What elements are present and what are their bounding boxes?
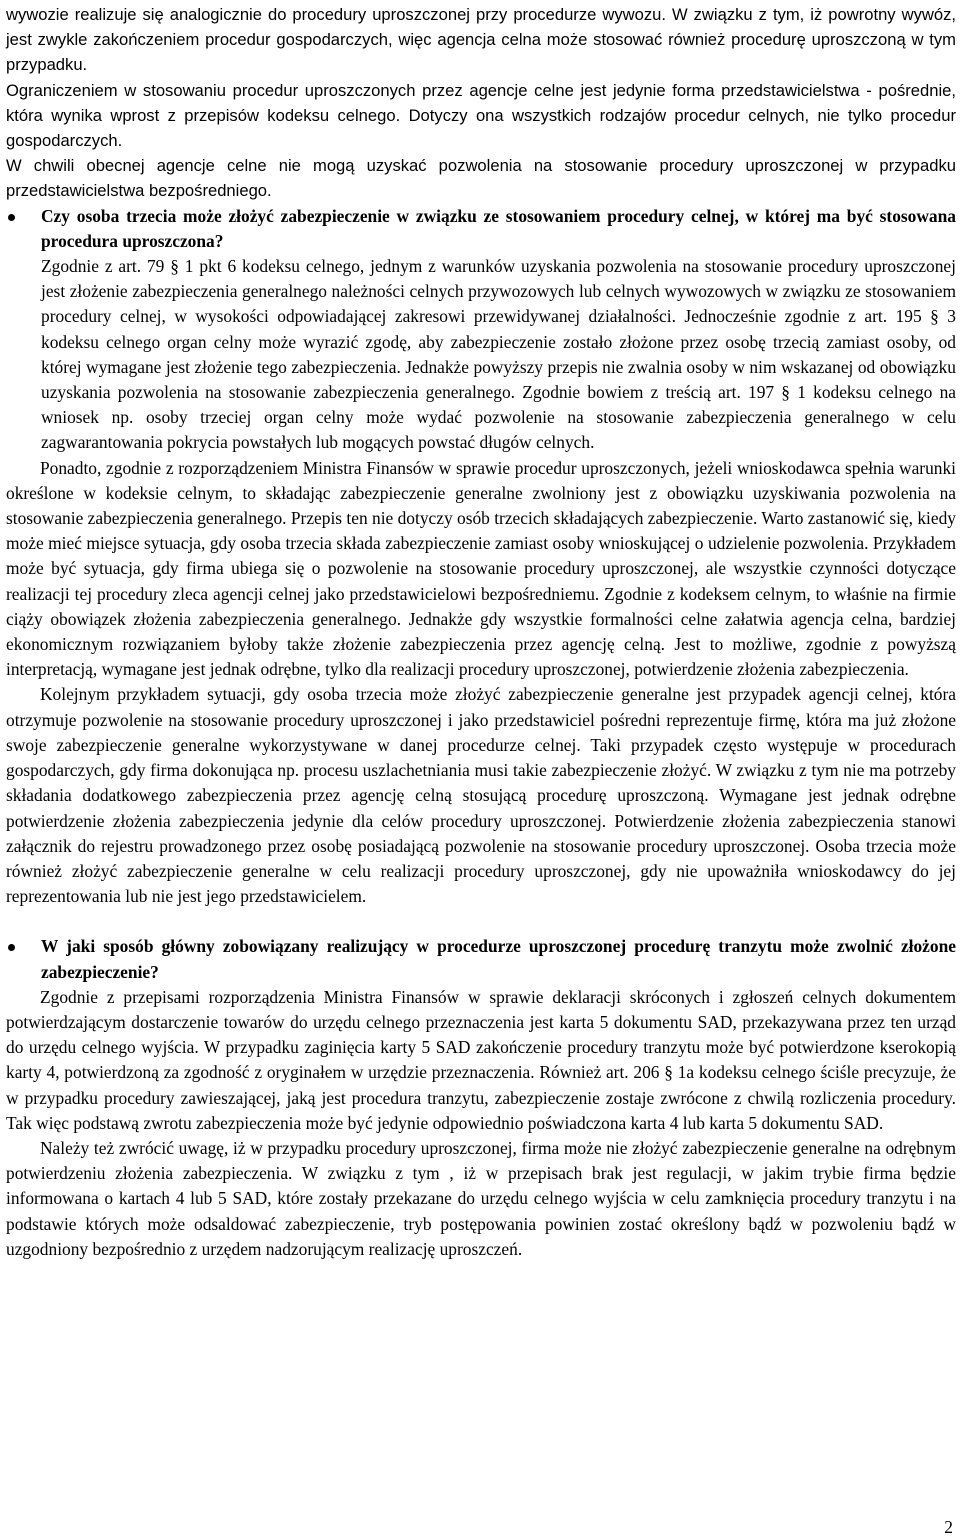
question-release-security xyxy=(6,934,956,984)
answer-paragraph: Należy też zwrócić uwagę, iż w przypadku procedury uproszczonej, firma może nie złożyć zabezpieczenie generalne na odrębnym potwierdzeniu złożenia zabezpieczenia. W związku z tym , iż w przepisach brak jest regulacji, w jakim trybie firma będzie informowana o kartach 4 lub 5 SAD, które zostały przekazane do urzędu celnego wyjścia w celu zamknięcia procedury tranzytu i na podstawie których może odsaldować zabezpieczenie, tryb postępowania powinien zostać określony bądź w pozwoleniu bądź w uzgodniony bezpośrednio z urzędem nadzorującym realizację uproszczeń. xyxy=(6,1137,956,1259)
paragraph-limitation: Ograniczeniem w stosowaniu procedur uproszczonych przez agencje celne jest jedynie forma przedstawicielstwa - pośrednie, która wynika wprost z przepisów kodeksu celnego. Dotyczy ona wszystkich rodzajów procedur celnych, nie tylko procedur gospodarczych. xyxy=(6,80,956,151)
question-heading: Czy osoba trzecia może złożyć zabezpieczenie w związku ze stosowaniem procedury celnej, w której ma być stosowana procedura uproszczona? xyxy=(41,205,956,251)
question-heading: W jaki sposób główny zobowiązany realizujący w procedurze uproszczonej procedurę tranzytu może zwolnić złożone zabezpieczenie? xyxy=(41,936,956,982)
paragraph-continuation: wywozie realizuje się analogicznie do procedury uproszczonej przy procedurze wywozu. W związku z tym, iż powrotny wywóz, jest zwykle zakończeniem procedur gospodarczych, więc agencja celna może stosować również procedurę uproszczoną w tym przypadku. xyxy=(6,5,956,75)
answer-paragraph: Zgodnie z przepisami rozporządzenia Ministra Finansów w sprawie deklaracji skróconych i zgłoszeń celnych dokumentem potwierdzającym dostarczenie towarów do urzędu celnego przeznaczenia jest karta 5 dokumentu SAD, przekazywana przez ten urząd do urzędu celnego wyjścia. W przypadku zaginięcia karty 5 SAD zakończenie procedury tranzytu może być potwierdzone kserokopią karty 4, potwierdzoną za zgodność z oryginałem w urzędzie przeznaczenia. Również art. 206 § 1a kodeksu celnego ściśle precyzuje, że w przypadku procedury zawieszającej, jaką jest procedura tranzytu, zabezpieczenie zostaje zwrócone z chwilą rozliczenia procedury. Tak więc podstawą zwrotu zabezpieczenia może być jedynie odpowiednio poświadczona karta 4 lub karta 5 dokumentu SAD. xyxy=(6,986,956,1133)
bullet-icon xyxy=(8,214,15,221)
document-page xyxy=(6,2,956,1262)
page-number: 2 xyxy=(944,1517,953,1537)
spacer xyxy=(6,909,956,934)
bullet-icon xyxy=(8,944,15,951)
question-third-party-security xyxy=(6,204,956,456)
answer-paragraph: Kolejnym przykładem sytuacji, gdy osoba trzecia może złożyć zabezpieczenie generalne jest przypadek agencji celnej, która otrzymuje pozwolenie na stosowanie procedury uproszczonej i jako przedstawiciel pośredni reprezentuje firmę, która ma już złożone swoje zabezpieczenie generalne wykorzystywane w danej procedurze celnej. Taki przypadek często występuje w procedurach gospodarczych, gdy firma dokonująca np. procesu uszlachetniania musi takie zabezpieczenie złożyć. W związku z tym nie ma potrzeby składania dodatkowego zabezpieczenia przez agencję celną stosującą procedurę uproszczoną. Wymagane jest jednak odrębne potwierdzenie złożenia zabezpieczenia jedynie dla celów procedury uproszczonej. Potwierdzenie złożenia zabezpieczenia stanowi załącznik do rejestru prowadzonego przez osobę posiadającą pozwolenie na stosowanie procedury uproszczonej. Osoba trzecia może również złożyć zabezpieczenie generalne w celu realizacji procedury uproszczonej, gdy nie upoważniła wnioskodawcy do jej reprezentowania lub nie jest jego przedstawicielem. xyxy=(6,684,956,907)
paragraph-current-state: W chwili obecnej agencje celne nie mogą uzyskać pozwolenia na stosowanie procedury uproszczonej w przypadku przedstawicielstwa bezpośredniego. xyxy=(6,156,956,201)
answer-paragraph: Ponadto, zgodnie z rozporządzeniem Ministra Finansów w sprawie procedur uproszczonych, jeżeli wnioskodawca spełnia warunki określone w kodeksie celnym, to składając zabezpieczenie generalne zwolniony jest z obowiązku uzyskiwania pozwolenia na stosowanie zabezpieczenia generalnego. Przepis ten nie dotyczy osób trzecich składających zabezpieczenie. Warto zastanowić się, kiedy może mieć miejsce sytuacja, gdy osoba trzecia składa zabezpieczenie zamiast osoby wnioskującej o udzielenie pozwolenia. Przykładem może być sytuacja, gdy firma ubiega się o pozwolenie na stosowanie procedury uproszczonej, ale wszystkie czynności dotyczące realizacji tej procedury zleca agencji celnej jako przedstawicielowi bezpośredniemu. Zgodnie z kodeksem celnym, to właśnie na firmie ciąży obowiązek złożenia zabezpieczenia generalnego. Jednakże gdy wszystkie formalności celne załatwia agencja celna, bardziej ekonomicznym rozwiązaniem byłoby także złożenie zabezpieczenia przez agencję celną. Jest to możliwe, zgodnie z powyższą interpretacją, wymagane jest jednak odrębne, tylko dla realizacji procedury uproszczonej, potwierdzenie złożenia zabezpieczenia. xyxy=(6,457,956,680)
answer-paragraph: Zgodnie z art. 79 § 1 pkt 6 kodeksu celnego, jednym z warunków uzyskania pozwolenia na stosowanie procedury uproszczonej jest złożenie zabezpieczenia generalnego należności celnych przywozowych lub celnych wywozowych w związku ze stosowaniem procedury celnej, w wysokości odpowiadającej zakresowi przewidywanej działalności. Jednocześnie zgodnie z art. 195 § 3 kodeksu celnego organ celny może wyrazić zgodę, aby zabezpieczenie zostało złożone przez osobę trzecią zamiast osoby, od której wymagane jest złożenie tego zabezpieczenia. Jednakże powyższy przepis nie zwalnia osoby w nim wskazanej od obowiązku uzyskania pozwolenia na stosowanie zabezpieczenia generalnego. Zgodnie bowiem z treścią art. 197 § 1 kodeksu celnego na wniosek np. osoby trzeciej organ celny może wydać pozwolenie na stosowanie zabezpieczenia generalnego w celu zagwarantowania pokrycia powstałych lub mogących powstać długów celnych. xyxy=(41,256,956,453)
